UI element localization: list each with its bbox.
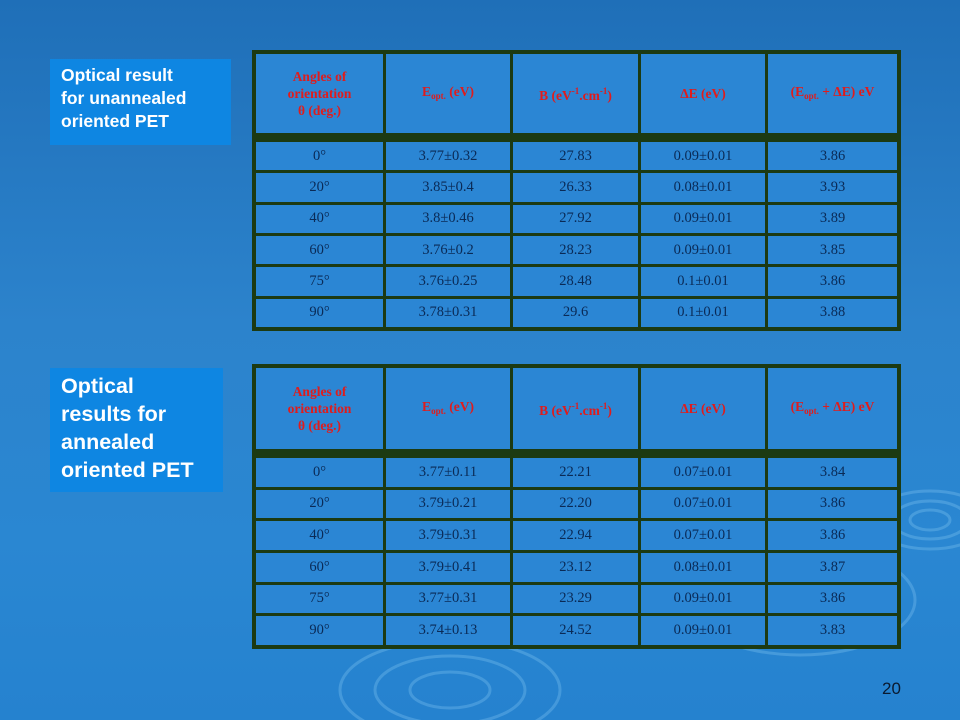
- header-b-end: ): [607, 88, 612, 103]
- caption-line: results for: [61, 402, 167, 426]
- cell-sum: 3.86: [768, 267, 897, 295]
- header-sum: [768, 368, 897, 449]
- cell-delta-e: 0.09±0.01: [641, 236, 765, 264]
- header-b-end: ): [607, 403, 612, 418]
- cell-eopt: 3.77±0.32: [386, 142, 510, 170]
- header-separator: [256, 136, 897, 139]
- cell-b: 28.23: [513, 236, 638, 264]
- header-b-label: [539, 83, 612, 104]
- header-angle-line: Angles of: [292, 69, 347, 84]
- header-sum-label: [791, 398, 875, 420]
- header-b-main: B (eV: [539, 403, 572, 418]
- cell-b: 24.52: [513, 616, 638, 645]
- header-angle-line: orientation: [287, 401, 352, 416]
- header-eopt-unit: (eV): [445, 398, 474, 414]
- cell-b: 29.6: [513, 299, 638, 327]
- header-b: [513, 368, 638, 449]
- table-unannealed: [252, 50, 901, 331]
- page-number: 20: [882, 679, 901, 698]
- header-b: [513, 54, 638, 133]
- cell-eopt: 3.76±0.25: [386, 267, 510, 295]
- cell-delta-e: 0.09±0.01: [641, 585, 765, 614]
- header-sum: [768, 54, 897, 133]
- cell-sum: 3.86: [768, 521, 897, 550]
- header-b-superscript: -1: [599, 401, 608, 411]
- cell-sum: 3.83: [768, 616, 897, 645]
- cell-angle: 60°: [256, 236, 383, 264]
- header-sum-label: [791, 83, 875, 105]
- cell-eopt: 3.8±0.46: [386, 205, 510, 233]
- cell-angle: 75°: [256, 267, 383, 295]
- cell-angle: 90°: [256, 299, 383, 327]
- cell-eopt: 3.77±0.11: [386, 458, 510, 487]
- header-b-superscript: -1: [571, 86, 580, 96]
- cell-b: 23.12: [513, 553, 638, 582]
- header-sum-open: (E: [790, 398, 805, 414]
- cell-eopt: 3.79±0.21: [386, 490, 510, 519]
- header-delta-e-label: ΔE (eV): [680, 401, 726, 416]
- cell-eopt: 3.78±0.31: [386, 299, 510, 327]
- header-angle: [256, 54, 383, 133]
- header-b-superscript: -1: [571, 401, 580, 411]
- cell-angle: 0°: [256, 142, 383, 170]
- header-eopt-unit: (eV): [445, 83, 474, 99]
- cell-angle: 40°: [256, 205, 383, 233]
- cell-angle: 20°: [256, 173, 383, 201]
- caption-line: oriented PET: [61, 458, 194, 482]
- cell-sum: 3.86: [768, 142, 897, 170]
- cell-delta-e: 0.08±0.01: [641, 553, 765, 582]
- header-delta-e-label: ΔE (eV): [680, 86, 726, 101]
- header-eopt: [386, 368, 510, 449]
- cell-delta-e: 0.07±0.01: [641, 521, 765, 550]
- cell-eopt: 3.79±0.41: [386, 553, 510, 582]
- header-angle-line: θ (deg.): [297, 418, 342, 433]
- cell-angle: 90°: [256, 616, 383, 645]
- caption-line: Optical result: [61, 65, 173, 85]
- header-delta-e: [641, 368, 765, 449]
- caption-line: oriented PET: [61, 111, 169, 131]
- cell-delta-e: 0.1±0.01: [641, 299, 765, 327]
- header-separator: [256, 452, 897, 455]
- header-sum-subscript: opt.: [804, 405, 819, 416]
- cell-b: 22.94: [513, 521, 638, 550]
- header-b-superscript: -1: [599, 86, 608, 96]
- cell-sum: 3.87: [768, 553, 897, 582]
- cell-sum: 3.93: [768, 173, 897, 201]
- header-eopt-main: E: [422, 83, 432, 99]
- cell-b: 22.20: [513, 490, 638, 519]
- cell-eopt: 3.74±0.13: [386, 616, 510, 645]
- cell-angle: 75°: [256, 585, 383, 614]
- header-angle-line: orientation: [287, 86, 352, 101]
- cell-sum: 3.89: [768, 205, 897, 233]
- header-b-label: [539, 398, 612, 419]
- cell-eopt: 3.79±0.31: [386, 521, 510, 550]
- caption-line: for unannealed: [61, 88, 187, 108]
- caption-line: annealed: [61, 430, 155, 454]
- header-angle: [256, 368, 383, 449]
- cell-b: 27.92: [513, 205, 638, 233]
- cell-delta-e: 0.07±0.01: [641, 458, 765, 487]
- cell-b: 23.29: [513, 585, 638, 614]
- header-eopt: [386, 54, 510, 133]
- caption-unannealed: [50, 59, 231, 145]
- table-annealed: [252, 364, 901, 649]
- cell-delta-e: 0.1±0.01: [641, 267, 765, 295]
- cell-sum: 3.84: [768, 458, 897, 487]
- header-eopt-subscript: opt.: [431, 405, 446, 416]
- cell-sum: 3.86: [768, 585, 897, 614]
- cell-angle: 20°: [256, 490, 383, 519]
- cell-sum: 3.86: [768, 490, 897, 519]
- cell-eopt: 3.77±0.31: [386, 585, 510, 614]
- cell-angle: 40°: [256, 521, 383, 550]
- cell-eopt: 3.76±0.2: [386, 236, 510, 264]
- header-sum-open: (E: [790, 83, 805, 99]
- cell-b: 27.83: [513, 142, 638, 170]
- header-sum-subscript: opt.: [804, 90, 819, 101]
- header-eopt-label: [422, 398, 474, 420]
- header-angle-line: θ (deg.): [297, 103, 342, 118]
- cell-b: 28.48: [513, 267, 638, 295]
- header-sum-rest: + ΔE) eV: [818, 83, 875, 99]
- cell-delta-e: 0.09±0.01: [641, 205, 765, 233]
- header-b-mid: .cm: [579, 403, 600, 418]
- cell-delta-e: 0.09±0.01: [641, 142, 765, 170]
- header-eopt-label: [422, 83, 474, 105]
- header-angle-line: Angles of: [292, 384, 347, 399]
- cell-b: 26.33: [513, 173, 638, 201]
- cell-angle: 60°: [256, 553, 383, 582]
- cell-delta-e: 0.07±0.01: [641, 490, 765, 519]
- cell-angle: 0°: [256, 458, 383, 487]
- cell-sum: 3.85: [768, 236, 897, 264]
- caption-line: Optical: [61, 374, 134, 398]
- header-eopt-subscript: opt.: [431, 90, 446, 101]
- cell-delta-e: 0.09±0.01: [641, 616, 765, 645]
- cell-b: 22.21: [513, 458, 638, 487]
- cell-sum: 3.88: [768, 299, 897, 327]
- header-delta-e: [641, 54, 765, 133]
- cell-eopt: 3.85±0.4: [386, 173, 510, 201]
- header-b-mid: .cm: [579, 88, 600, 103]
- header-b-main: B (eV: [539, 88, 572, 103]
- cell-delta-e: 0.08±0.01: [641, 173, 765, 201]
- caption-annealed: [50, 368, 223, 492]
- header-eopt-main: E: [422, 398, 432, 414]
- header-sum-rest: + ΔE) eV: [818, 398, 875, 414]
